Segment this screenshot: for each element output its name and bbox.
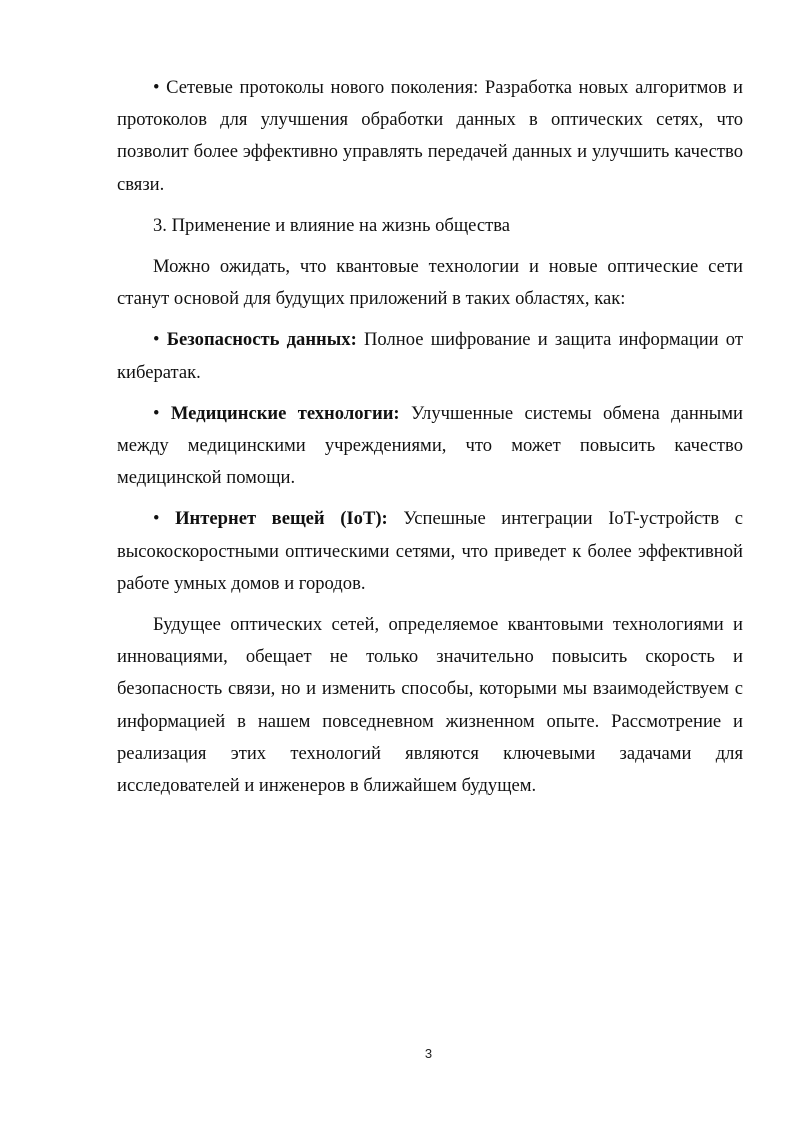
list-item-text: Улучшенные системы обмена данными между медицинскими учреждениями, что может повысить качество медицинской помощи. xyxy=(117,402,743,489)
list-item-text: Полное шифрование и защита информации от кибератак. xyxy=(117,329,743,383)
section-heading-text: 3. Применение и влияние на жизнь общества xyxy=(153,214,511,236)
list-item-term: Медицинские технологии: xyxy=(170,402,400,424)
paragraph-text: Можно ожидать, что квантовые технологии и новые оптические сети станут основой для будущих приложений в таких областях, как: xyxy=(117,256,743,310)
list-item-medical-tech xyxy=(117,398,743,495)
paragraph-text: Будущее оптических сетей, определяемое квантовыми технологиями и инновациями, обещает не только значительно повысить скорость и безопасность связи, но и изменить способы, которыми мы взаимодействуем с информацией в нашем повседневном жизненном опыте. Рассмотрение и реализация этих технологий являются ключевыми задачами для исследователей и инженеров в ближайшем будущем. xyxy=(117,614,743,797)
bullet: • xyxy=(153,402,171,424)
document-body xyxy=(117,72,743,811)
list-item-iot xyxy=(117,503,743,600)
section-heading xyxy=(117,210,743,242)
page-number: 3 xyxy=(424,1046,433,1061)
paragraph-text: • Сетевые протоколы нового поколения: Разработка новых алгоритмов и протоколов для улучшения обработки данных в оптических сетях, что позволит более эффективно управлять передачей данных и улучшить качество связи. xyxy=(117,77,743,195)
list-item-term: Интернет вещей (IoT): xyxy=(175,508,388,530)
paragraph-intro xyxy=(117,251,743,315)
list-item-text: Успешные интеграции IoT-устройств с высокоскоростными оптическими сетями, что приведет к более эффективной работе умных домов и городов. xyxy=(117,508,743,594)
list-item-data-security xyxy=(117,324,743,388)
bullet: • xyxy=(153,329,167,351)
list-item-term: Безопасность данных: xyxy=(166,329,357,351)
bullet: • xyxy=(153,508,176,530)
paragraph-network-protocols xyxy=(117,72,743,201)
paragraph-conclusion xyxy=(117,609,743,802)
